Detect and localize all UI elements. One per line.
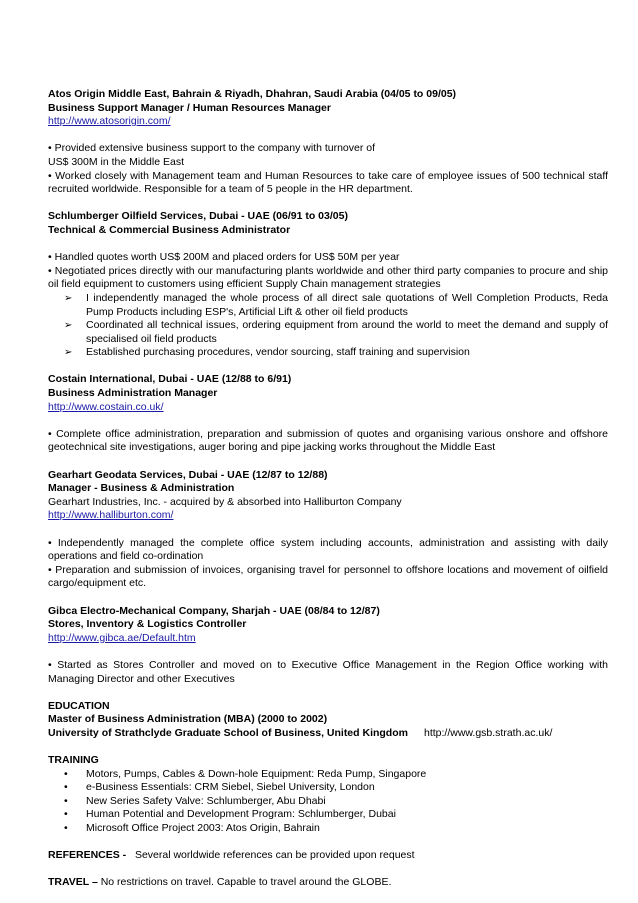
company-heading: Atos Origin Middle East, Bahrain & Riyadh, Dhahran, Saudi Arabia (04/05 to 09/05)	[48, 88, 457, 100]
company-link[interactable]: http://www.halliburton.com/	[48, 509, 174, 522]
references-label: REFERENCES -	[48, 849, 127, 862]
training-list	[48, 768, 608, 836]
company-heading: Gibca Electro-Mechanical Company, Sharjah - UAE (08/84 to 12/87)	[48, 604, 380, 617]
bullet-line: • Started as Stores Controller and moved on to Executive Office Management in the Region Office working with Managing Director and other Executives	[48, 658, 608, 685]
list-item: • Motors, Pumps, Cables & Down-hole Equipment: Reda Pump, Singapore	[64, 767, 427, 780]
arrow-bullet-icon: ➢	[64, 347, 73, 359]
job-title: Business Administration Manager	[48, 387, 218, 400]
bullet-line: • Worked closely with Management team and Human Resources to take care of employee issues of 500 technical staff recruited worldwide. Responsible for a team of 5 people in the HR department.	[48, 169, 608, 196]
school-row	[48, 727, 608, 741]
company-link[interactable]: http://www.costain.co.uk/	[48, 400, 164, 413]
training-section	[48, 754, 608, 836]
arrow-bullet-icon: ➢	[64, 292, 73, 304]
bullet-line: • Preparation and submission of invoices, organising travel for personnel to offshore locations and movement of oilfield cargo/equipment etc.	[48, 563, 608, 590]
job-title: Stores, Inventory & Logistics Controller	[48, 618, 247, 631]
job-gearhart	[48, 469, 608, 591]
arrow-bullet-icon: ➢	[64, 320, 73, 332]
degree: Master of Business Administration (MBA) (2000 to 2002)	[48, 713, 328, 726]
company-heading: Costain International, Dubai - UAE (12/88 to 6/91)	[48, 373, 292, 386]
bullet-line: • Provided extensive business support to the company with turnover of	[48, 142, 376, 155]
references-line	[48, 849, 608, 863]
bullet-line: US$ 300M in the Middle East	[48, 155, 184, 168]
travel-text: No restrictions on travel. Capable to travel around the GLOBE.	[100, 876, 392, 889]
resume-page	[48, 88, 608, 890]
list-item: ➢ Established purchasing procedures, vendor sourcing, staff training and supervision	[64, 346, 470, 359]
education-section	[48, 700, 608, 741]
school-name: University of Strathclyde Graduate School of Business, United Kingdom	[48, 726, 408, 739]
job-costain	[48, 373, 608, 455]
list-item: ➢ Coordinated all technical issues, ordering equipment from around the world to meet the demand and supply of specialised oil field products	[64, 319, 608, 345]
list-item: • e-Business Essentials: CRM Siebel, Siebel University, London	[64, 781, 375, 794]
company-link[interactable]: http://www.atosorigin.com/	[48, 115, 171, 128]
bullet-line: • Complete office administration, preparation and submission of quotes and organising various onshore and offshore geotechnical site investigations, auger boring and pipe jacking works throughout the Middle East	[48, 427, 608, 454]
list-item: • New Series Safety Valve: Schlumberger, Abu Dhabi	[64, 794, 326, 807]
job-gibca	[48, 605, 608, 687]
bullet-line: • Handled quotes worth US$ 200M and placed orders for US$ 50M per year	[48, 251, 400, 264]
achievement-list	[48, 292, 608, 360]
bullet-line: • Negotiated prices directly with our manufacturing plants worldwide and other third party companies to procure and ship oil field equipment to customers using efficient Supply Chain management strategies	[48, 264, 608, 291]
school-url: http://www.gsb.strath.ac.uk/	[423, 726, 553, 739]
section-heading: TRAINING	[48, 754, 99, 767]
company-heading: Schlumberger Oilfield Services, Dubai - UAE (06/91 to 03/05)	[48, 210, 348, 223]
list-item: • Microsoft Office Project 2003: Atos Origin, Bahrain	[64, 822, 320, 835]
bullet-line: • Independently managed the complete office system including accounts, administration and assisting with daily operations and field co-ordination	[48, 536, 608, 563]
company-heading: Gearhart Geodata Services, Dubai - UAE (12/87 to 12/88)	[48, 468, 328, 481]
job-atos-origin	[48, 88, 608, 197]
list-item: • Human Potential and Development Program: Schlumberger, Dubai	[64, 808, 396, 821]
job-title: Technical & Commercial Business Administrator	[48, 223, 291, 236]
job-schlumberger	[48, 210, 608, 360]
dot-bullet-icon: •	[64, 794, 68, 807]
list-item: ➢ I independently managed the whole process of all direct sale quotations of Well Completion Products, Reda Pump Products including ESP's, Artificial Lift & other oil field products	[64, 291, 608, 318]
section-heading: EDUCATION	[48, 699, 110, 712]
company-note: Gearhart Industries, Inc. - acquired by & absorbed into Halliburton Company	[48, 495, 402, 508]
travel-line	[48, 876, 608, 890]
dot-bullet-icon: •	[64, 781, 68, 794]
job-title: Business Support Manager / Human Resources Manager	[48, 101, 331, 114]
dot-bullet-icon: •	[64, 767, 68, 780]
travel-label: TRAVEL –	[48, 876, 98, 889]
dot-bullet-icon: •	[64, 808, 68, 821]
dot-bullet-icon: •	[64, 822, 68, 835]
references-text: Several worldwide references can be provided upon request	[134, 849, 415, 862]
company-link[interactable]: http://www.gibca.ae/Default.htm	[48, 631, 196, 644]
job-title: Manager - Business & Administration	[48, 482, 235, 495]
